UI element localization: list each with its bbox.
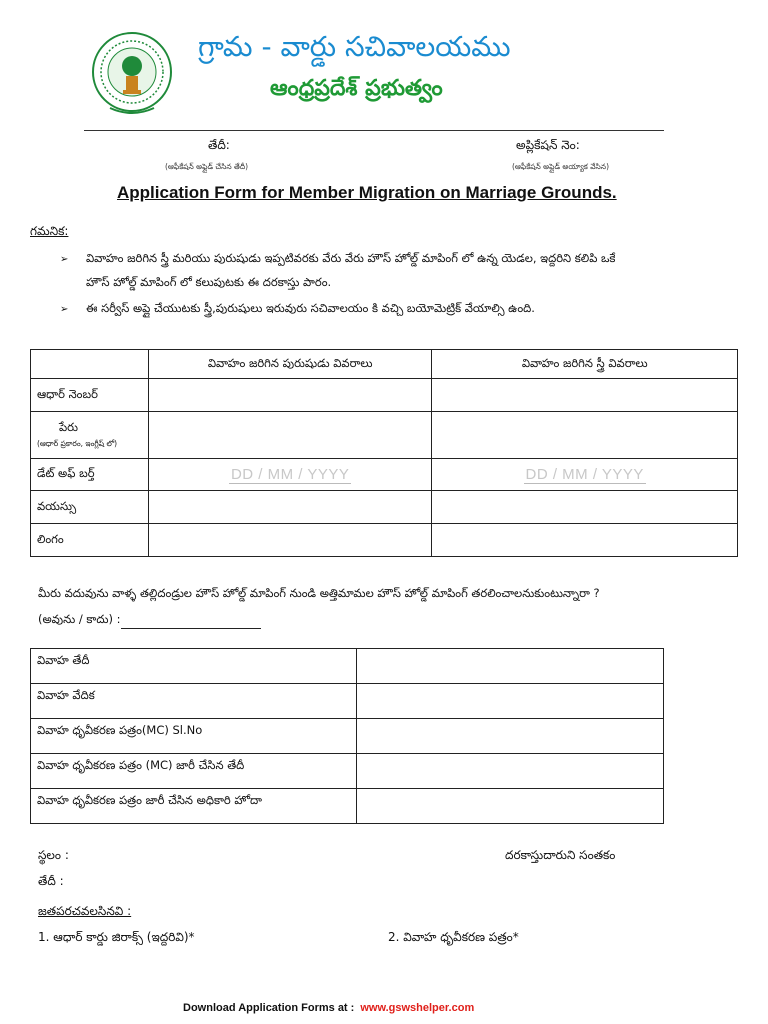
bride-details-header: వివాహం జరిగిన స్త్రీ వివరాలు xyxy=(432,350,738,379)
aadhaar-label: ఆధార్ నెంబర్ xyxy=(31,379,149,412)
marriage-venue-label: వివాహ వేదిక xyxy=(31,684,357,719)
date-label: తేదీ: xyxy=(208,138,230,152)
download-label: Download Application Forms at : xyxy=(183,1002,355,1014)
table-row xyxy=(31,719,664,754)
name-sublabel: (ఆధార్ ప్రకారం, ఇంగ్లీష్ లో) xyxy=(37,439,118,448)
groom-age-field[interactable] xyxy=(148,491,432,524)
signature-date-label: తేదీ : xyxy=(38,874,64,888)
bride-dob-placeholder: DD / MM / YYYY xyxy=(525,466,644,483)
dob-label: డేట్ అఫ్ బర్త్ xyxy=(31,459,149,491)
table-row xyxy=(31,754,664,789)
note-item-2-text: ఈ సర్వీస్ అప్లై చేయుటకు స్త్రీ,పురుషులు ఇరువురు సచివాలయం కి వచ్చి బయోమెట్రిక్ వేయాల్సి ఉంది. xyxy=(86,301,535,315)
groom-name-field[interactable] xyxy=(148,412,432,459)
mc-officer-field[interactable] xyxy=(356,789,663,824)
spouse-details-table xyxy=(30,349,738,557)
table-row xyxy=(31,789,664,824)
table-row xyxy=(31,491,738,524)
bullet-arrow-icon: ➢ xyxy=(60,254,69,265)
application-number-label: అప్లికేషన్ నెం: xyxy=(516,138,580,152)
download-footer xyxy=(183,1002,474,1014)
table-row xyxy=(31,379,738,412)
note-item-1-continued: హౌస్ హోల్డ్ మాపింగ్ లో కలుపుటకు ఈ దరకాస్తు పారం. xyxy=(86,275,332,289)
mc-slno-label: వివాహ ధృవీకరణ పత్రం(MC) Sl.No xyxy=(31,719,357,754)
header-divider xyxy=(84,130,664,131)
date-sublabel: (ఆఫీకేషన్ అఫ్లైడ్ చేసిన తేదీ) xyxy=(165,162,249,171)
migration-question: మీరు వదువును వాళ్ళ తల్లిదండ్రుల హౌస్ హోల్డ్ మాపింగ్ నుండి అత్తిమామల హౌస్ హోల్డ్ మాపింగ్ తరలించాలనుకుంటున్నారా ? xyxy=(38,586,600,600)
attachment-item-1: 1. ఆధార్ కార్డు జిరాక్స్ (ఇద్దరివి)* xyxy=(38,930,195,944)
bride-age-field[interactable] xyxy=(432,491,738,524)
bride-gender-field[interactable] xyxy=(432,524,738,557)
attachment-item-2: 2. వివాహ ధృవీకరణ పత్రం* xyxy=(388,930,519,944)
migration-answer-row xyxy=(38,612,261,629)
table-header-row xyxy=(31,350,738,379)
table-row xyxy=(31,459,738,491)
groom-dob-field[interactable] xyxy=(148,459,432,491)
attachments-heading: జతపరచవలసినవి : xyxy=(38,904,132,918)
bride-dob-field[interactable] xyxy=(432,459,738,491)
table-row xyxy=(31,684,664,719)
website-link[interactable]: www.gswshelper.com xyxy=(360,1002,475,1014)
application-number-sublabel: (ఆఫీకేషన్ అప్లైడ్ అయ్యాక వేసిన) xyxy=(512,162,609,171)
bullet-arrow-icon: ➢ xyxy=(60,304,69,315)
mc-issue-date-field[interactable] xyxy=(356,754,663,789)
note-item-1 xyxy=(60,246,740,272)
table-row xyxy=(31,524,738,557)
government-seal-logo xyxy=(90,30,174,120)
groom-gender-field[interactable] xyxy=(148,524,432,557)
mc-issue-date-label: వివాహ ధృవీకరణ పత్రం (MC) జారీ చేసిన తేదీ xyxy=(31,754,357,789)
note-item-2 xyxy=(60,296,740,322)
name-label: పేరు xyxy=(59,420,78,434)
notes-heading: గమనిక: xyxy=(30,224,69,238)
marriage-venue-field[interactable] xyxy=(356,684,663,719)
yes-no-label: (అవును / కాదు) : xyxy=(38,612,121,626)
note-item-1-text: వివాహం జరిగిన స్త్రీ మరియు పురుషుడు ఇప్పటివరకు వేరు వేరు హౌస్ హోల్డ్ మాపింగ్ లో ఉన్న యెడల, ఇద్దరిని కలిపి ఒకే xyxy=(86,251,616,265)
marriage-date-label: వివాహ తేదీ xyxy=(31,649,357,684)
groom-details-header: వివాహం జరిగిన పురుషుడు వివరాలు xyxy=(148,350,432,379)
header-title-telugu: గ్రామ - వార్డు సచివాలయము xyxy=(198,30,511,63)
marriage-details-table xyxy=(30,648,664,824)
bride-name-field[interactable] xyxy=(432,412,738,459)
groom-dob-placeholder: DD / MM / YYYY xyxy=(230,466,350,483)
applicant-signature-label: దరకాస్తుదారుని సంతకం xyxy=(505,848,616,862)
header-subtitle-state: ఆంధ్రప్రదేశ్ ప్రభుత్వం xyxy=(270,76,443,101)
yes-no-answer-field[interactable] xyxy=(121,616,261,629)
place-label: స్థలం : xyxy=(38,848,69,862)
bride-aadhaar-field[interactable] xyxy=(432,379,738,412)
age-label: వయస్సు xyxy=(31,491,149,524)
form-title: Application Form for Member Migration on Marriage Grounds. xyxy=(117,183,617,202)
mc-slno-field[interactable] xyxy=(356,719,663,754)
table-header-blank xyxy=(31,350,149,379)
name-label-cell xyxy=(31,412,149,459)
table-row xyxy=(31,649,664,684)
groom-aadhaar-field[interactable] xyxy=(148,379,432,412)
table-row xyxy=(31,412,738,459)
marriage-date-field[interactable] xyxy=(356,649,663,684)
mc-officer-label: వివాహ ధృవీకరణ పత్రం జారీ చేసిన అధికారి హోదా xyxy=(31,789,357,824)
gender-label: లింగం xyxy=(31,524,149,557)
